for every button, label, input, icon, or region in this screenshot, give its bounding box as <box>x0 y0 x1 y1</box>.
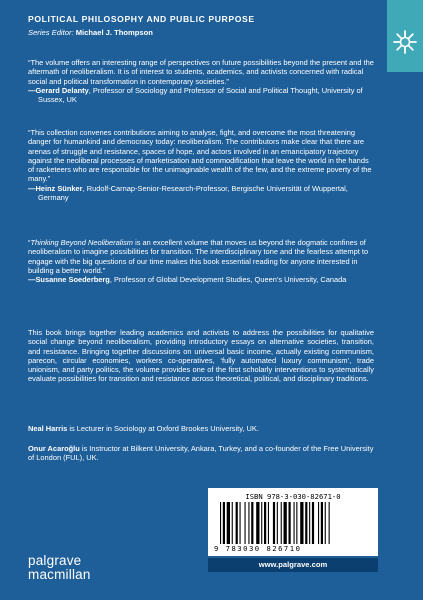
bio-1-text: is Lecturer in Sociology at Oxford Brookes University, UK. <box>67 424 259 433</box>
blurb-2-author: —Heinz Sünker <box>28 183 83 193</box>
blurb-3-affiliation: , Professor of Global Development Studies, Queen’s University, Canada <box>109 275 347 285</box>
blurb-2 <box>28 128 374 202</box>
publisher-line-2: macmillan <box>28 567 91 582</box>
series-logo-box <box>387 0 423 72</box>
blurb-3 <box>28 238 374 284</box>
blurb-1-author: —Gerard Delanty <box>28 85 89 95</box>
blurb-3-quote-text: is an excellent volume that moves us beyond the dogmatic confines of neoliberalism to imagine possibilities for transition. The interdisciplinary tone and the fearless attempt to engage with the big questions of our time makes this book essential reading for anyone interested in building a better world.” <box>28 238 369 275</box>
website-bar: www.palgrave.com <box>208 558 378 572</box>
series-editor-label: Series Editor: <box>28 28 74 37</box>
blurb-2-attribution <box>28 184 374 203</box>
bio-onur-acaroglu <box>28 444 374 463</box>
bio-1-name: Neal Harris <box>28 424 68 433</box>
blurb-2-affiliation: , Rudolf-Carnap-Senior-Research-Professor, Bergische Universität of Wuppertal, Germany <box>38 183 348 203</box>
asterisk-star-icon <box>391 28 419 56</box>
blurb-1 <box>28 58 374 104</box>
blurb-3-author: —Susanne Soederberg <box>28 275 110 285</box>
series-editor-name: Michael J. Thompson <box>75 28 153 37</box>
blurb-2-quote: “This collection convenes contributions aiming to analyse, fight, and overcome the most threatening danger for humankind and democracy today: neoliberalism. The contributors make clear that there are arenas of struggle and resistance, spaces of hope, and actors involved in an emancipatory trajectory against the neoliberal processes of marketisation and commodification that leave the world in the hands of racketeers who are responsible for the unimaginable wealth of the few, and the extreme poverty of the many.” <box>28 128 372 184</box>
series-title: POLITICAL PHILOSOPHY AND PUBLIC PURPOSE <box>28 14 255 24</box>
blurb-1-quote: “The volume offers an interesting range of perspectives on future possibilities beyond the present and the aftermath of neoliberalism. It is of interest to students, academics, and activists concerned with radical social and political transformation in contemporary societies.” <box>28 58 374 86</box>
bio-neal-harris <box>28 424 374 433</box>
isbn-label: ISBN 978-3-030-82671-0 <box>245 492 341 501</box>
blurb-1-affiliation: , Professor of Sociology and Professor of Social and Political Thought, University of Sussex, UK <box>38 85 363 105</box>
barcode-icon <box>218 502 368 544</box>
blurb-1-attribution <box>28 86 374 105</box>
book-description: This book brings together leading academics and activists to address the possibilities for qualitative social change beyond neoliberalism, providing introductory essays on alternative societies, transition, and resistance. Bringing together discussions on universal basic income, actually existing communism, parecon, circular economies, workers co-operatives, ‘fully automated luxury communism’, trade unionism, and party politics, the volume provides one of the first scholarly interventions to systematically evaluate possibilities for transition and resistance across theoretical, political, and disciplinary traditions. <box>28 328 374 384</box>
publisher-line-1: palgrave <box>28 553 82 568</box>
bio-2-name: Onur Acaroğlu <box>28 444 80 453</box>
blurb-3-open-quote: “ <box>28 238 31 247</box>
blurb-3-book-title: Thinking Beyond Neoliberalism <box>30 238 134 247</box>
blurb-3-attribution <box>28 275 374 284</box>
bio-2-text: is Instructor at Bilkent University, Ankara, Turkey, and a co-founder of the Free University of London (FUL), UK. <box>28 444 374 463</box>
publisher-logo <box>28 554 91 582</box>
series-editor <box>28 28 153 37</box>
barcode-digits: 9 783030 826710 <box>214 544 302 553</box>
barcode-box <box>208 488 378 556</box>
blurb-3-quote <box>28 238 374 275</box>
